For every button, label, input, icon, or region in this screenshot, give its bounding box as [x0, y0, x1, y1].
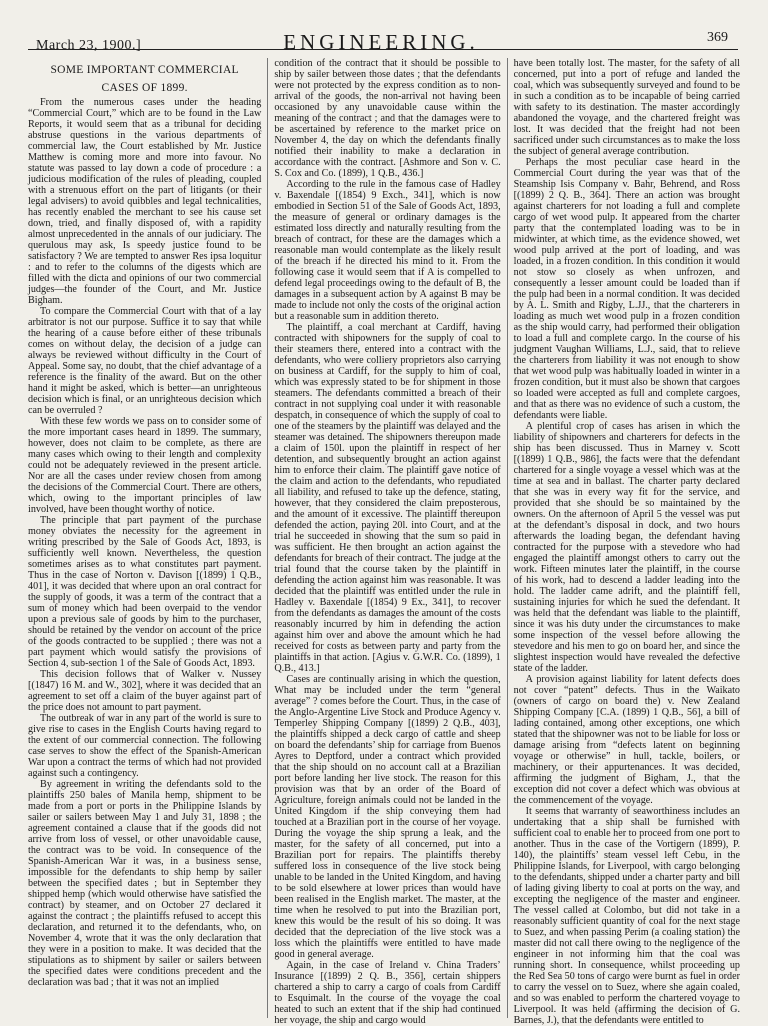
paragraph: The plaintiff, a coal merchant at Cardiff, having contracted with shipowners for the supply of coal to their steamers there, entered into a contract with the defendants, who were colliery proprietors also carrying on business at Cardiff, for the supply to him of coal, which was expressly stated to be for shipment in those steamers. The defendants committed a breach of their contract in not supplying coal under it with reasonable despatch, in consequence of which the supply of coal to one of the steamers by the plaintiff was delayed and the steamer was detained. The shipowners thereupon made a claim of 150l. upon the plaintiff in respect of her detention, and subsequently brought an action against him to enforce their claim. The plaintiff gave notice of the claim and action to the defendants, who repudiated all liability, and refused to take up the defence, stating, however, that they considered the claim preposterous, and the amount of it excessive. The plaintiff thereupon defended the action, paying 20l. into Court, and at the trial he succeeded in showing that the sum so paid in was sufficient. He then brought an action against the defendants for breach of their contract. The judge at the trial found that the course taken by the plaintiff in defending the action against him was reasonable. It was decided that the plaintiff was entitled under the rule in Hadley v. Baxendale [(1854) 9 Ex., 341], to recover from the defendants as damages the amount of the costs reasonably incurred by him in defending the action against him over and above the amount which he had received for costs as between party and party from the plaintiffs in that action. [Agius v. G.W.R. Co. (1899), 1 Q.B., 413.] — [274, 322, 501, 674]
paragraph: The outbreak of war in any part of the world is sure to give rise to cases in the English Courts having regard to the extent of our commercial connection. The following case serves to show the effect of the Spanish-American War upon a contract the terms of which had not provided against such a contingency. — [28, 713, 262, 779]
paragraph: This decision follows that of Walker v. Nussey [(1847) 16 M. and W., 302], where it was decided that an agreement to set off a claim of the buyer against part of the price does not amount to part payment. — [28, 669, 262, 713]
article-title: SOME IMPORTANT COMMERCIAL — [50, 64, 239, 76]
paragraph: By agreement in writing the defendants sold to the plaintiffs 250 bales of Manila hemp, shipment to be made from a port or ports in the Philippine Islands by sailer or sailers between May 1 and July 31, 1898 ; the agreement contained a clause that if the goods did not arrive from loss of vessel, or other unavoidable cause, the contract was to be void. In consequence of the Spanish-American War it was, in a business sense, impossible for the defendants to ship hemp by sailer between the specified dates ; but in September they shipped hemp (which would otherwise have satisfied the contract) by steamer, and on October 27 declared it against the contract ; the plaintiffs refused to accept this declaration, and returned it to the defendants, who, on November 4, wrote that it was the only declaration that they were in a position to make. It was decided that the stipulations as to shipment by sailer or sailers between the specified dates were conditions precedent and the declaration was bad ; that it was not an implied — [28, 779, 262, 988]
paragraph: To compare the Commercial Court with that of a lay arbitrator is not our purpose. Suffice it to say that while the hearing of a cause before either of these tribunals comes on without delay, the decision of a judge can always be reviewed without difficulty in the Court of Appeal. Some say, no doubt, that the chief advantage of a reference is the finality of the award. But on the other hand it might be asked, which is better—an unrighteous decision which is final, or an unrighteous decision which can be overruled ? — [28, 306, 262, 416]
paragraph: The principle that part payment of the purchase money obviates the necessity for the agreement in writing prescribed by the Sale of Goods Act, 1893, is sufficiently well known. Nevertheless, the question sometimes arises as to what constitutes part payment. Thus in the case of Norton v. Davison [(1899) 1 Q.B., 401], it was decided that where upon an oral contract for the supply of goods, it was a term of the contract that a sum of money which had been overpaid to the vendor upon a previous sale of goods by him to the purchaser, should be retained by the vendor on account of the price of the goods contracted to be supplied ; there was not a part payment which would satisfy the provisions of Section 4, sub-section 1 of the Sale of Goods Act, 1893. — [28, 515, 262, 669]
paragraph: condition of the contract that it should be possible to ship by sailer between those dates ; that the defendants were not protected by the express condition as to non-arrival of the goods, the non-arrival not having been occasioned by any unavoidable cause within the meaning of the contract ; and that the damages were to be ascertained by reference to the market price on November 4, the day on which the defendants finally notified their inability to make a declaration in accordance with the contract. [Ashmore and Son v. C. S. Cox and Co. (1899), 1 Q.B., 436.] — [274, 58, 501, 179]
paragraph: With these few words we pass on to consider some of the more important cases heard in 1899. The summary, however, does not claim to be complete, as there are many cases which owing to their length and complexity could not be adequately reviewed in the present article. Nor are all the cases under review chosen from among the decisions of the Commercial Court. There are others, which, owing to the important principles of law involved, have been thought worthy of notice. — [28, 416, 262, 515]
column-1 — [28, 58, 261, 1018]
paragraph: According to the rule in the famous case of Hadley v. Baxendale [(1854) 9 Exch., 341], which is now embodied in Section 51 of the Sale of Goods Act, 1893, the measure of general or ordinary damages is the estimated loss directly and naturally resulting from the breach of contract, for these are the damages which a reasonable man would contemplate as the likely result of the breach if he directed his mind to it. From the following case it would seem that if A is compelled to defend legal proceedings owing to the default of B, the damages in a subsequent action by A against B may be made to include not only the costs of the original action but a reasonable sum in addition thereto. — [274, 179, 501, 322]
paragraph: A plentiful crop of cases has arisen in which the liability of shipowners and charterers for defects in the ship has been discussed. Thus in Marney v. Scott [(1899) 1 Q.B., 986], the facts were that the defendant chartered for a single voyage a vessel which was at the time at sea and in ballast. The charter party declared that she was in every way fit for the service, and provided that she should be so maintained by the owners. On the afternoon of April 5 the vessel was put at the defendant’s disposal in dock, and two hours afterwards the loading began, the defendant having contracted for the purpose with a stevedore who had engaged the plaintiff amongst others to carry out the work. Fifteen minutes later the plaintiff, in the course of his work, had to descend a ladder leading into the hold. The ladder came adrift, and the plaintiff fell, sustaining injuries for which he sued the defendant. It was held that the defendant was liable to the plaintiff, since it was his duty under the circumstances to make some inspection of the vessel before allowing the stevedore and his men to go on board her, and since the slightest inspection would have revealed the defective state of the ladder. — [513, 421, 740, 674]
article-subtitle: CASES OF 1899. — [101, 82, 188, 94]
paragraph: Again, in the case of Ireland v. China Traders’ Insurance [(1899) 2 Q. B., 356], certain shippers chartered a ship to carry a cargo of coals from Cardiff to Esquimalt. In the course of the voyage the coal heated to such an extent that if the ship had continued her voyage, the ship and cargo would — [274, 960, 501, 1026]
paragraph: From the numerous cases under the heading “Commercial Court,” which are to be found in the Law Reports, it would seem that as a tribunal for deciding abstruse questions in the various departments of commercial law, the Court established by Mr. Justice Matthew is coming more and more into favour. No statute was passed to lay down a code of procedure : a judicious modification of the rules of pleading, coupled with a strenuous effort on the part of litigants (or their legal advisers) to avoid quibbles and legal technicalities, has recently enabled the merchant to see his cause set down, tried, and finally disposed of, with a rapidity almost unprecedented in the annals of our judiciary. The querulous may ask, Is speedy justice found to be satisfactory ? We are tempted to answer Res ipsa loquitur : and to refer to the columns of the digests which are filled with the dicta and opinions of our two commercial judges—the founder of the Court, and Mr. Justice Bigham. — [28, 97, 262, 306]
paragraph: It seems that warranty of seaworthiness includes an undertaking that a ship shall be furnished with sufficient coal to enable her to proceed from one port to another. Thus in the case of the Vortigern (1899), P. 140), the plaintiffs’ steam vessel left Cebu, in the Philippine Islands, for Liverpool, with cargo belonging to the defendants, shipped under a charter party and bill of lading giving liberty to coal at ports on the way, and excepting the negligence of the master and engineer. The vessel called at Colombo, but did not take in a reasonably sufficient quantity of coal for the next stage to Suez, and when passing Perim (a coaling station) the master did not call there owing to the negligence of the engineer in not informing him that the coal was running short. In consequence, whilst proceeding up the Red Sea 50 tons of cargo were burnt as fuel in order to carry the vessel on to Suez, where she again coaled, and so was enabled to perform the chartered voyage to Liverpool. It was held (affirming the decision of G. Barnes, J.), that the defendants were entitled to — [513, 806, 740, 1026]
column-3 — [507, 58, 740, 1026]
issue-date: March 23, 1900.] — [36, 38, 142, 53]
journal-title: ENGINEERING. — [283, 30, 479, 54]
page-number: 369 — [707, 30, 728, 45]
header-rule — [28, 49, 738, 50]
article-columns — [28, 58, 740, 1026]
column-2 — [267, 58, 501, 1026]
paragraph: Perhaps the most peculiar case heard in the Commercial Court during the year was that of the Steamship Isis Company v. Bahr, Behrend, and Ross [(1899) 2 Q. B., 364]. There an action was brought against charterers for not loading a full and complete cargo of wet wood pulp. It appeared from the charter party that the contemplated loading was to be in midwinter, at which time, as the evidence showed, wet wood pulp arrived at the port of loading, and was loaded, in a frozen condition. In this condition it would not stow so closely as when unfrozen, and consequently a lesser amount could be loaded than if the pulp had been in a normal condition. It was decided by A. L. Smith and Rigby, L.JJ., that the charterers in loading as much wet wood pulp in a frozen condition as the ship would carry, had performed their obligation to load a full and complete cargo. In the course of his judgment Vaughan Williams, L.J., said, that to relieve the charterers from liability it was not enough to show that wet wood pulp was habitually loaded in winter in a frozen condition, but it must also be shown that cargoes so loaded were accepted as full and complete cargoes, and that as there was no evidence of such a custom, the defendants were liable. — [513, 157, 740, 421]
paragraph: Cases are continually arising in which the question, What may be included under the term “general average” ? comes before the Court. Thus, in the case of the Anglo-Argentine Live Stock and Produce Agency v. Temperley Shipping Company [(1899) 2 Q.B., 403], the plaintiffs shipped a deck cargo of cattle and sheep on board the defendants’ ship for carriage from Buenos Ayres to Deptford, under a contract which provided that the ship should on no account call at a Brazilian port before landing her live stock. The reason for this provision was that by an order of the Board of Agriculture, foreign animals could not be landed in the United Kingdom if the ship conveying them had touched at a Brazilian port in the course of her voyage. During the voyage the ship sprung a leak, and the master, for the safety of all concerned, put into a Brazilian port for repairs. The plaintiffs thereby suffered loss in consequence of the live stock being unable to be landed in the United Kingdom, and having to be sold elsewhere at lower prices than would have been realised in the English market. The master, at the time when he resolved to put into the Brazilian port, knew this would be the result of his so doing. It was decided that the depreciation of the live stock was a loss which the plaintiffs were entitled to have made good in general average. — [274, 674, 501, 960]
paragraph: have been totally lost. The master, for the safety of all concerned, put into a port of refuge and landed the coal, which was subsequently surveyed and found to be in such a condition as to be incapable of being carried with safety to its destination. The master accordingly abandoned the voyage, and the chartered freight was lost. It was decided that the freight had not been sacrificed under such circumstances as to make the loss the subject of general average contribution. — [513, 58, 740, 157]
paragraph: A provision against liability for latent defects does not cover “patent” defects. Thus in the Waikato (owners of cargo on board the) v. New Zealand Shipping Company [C.A. (1899) 1 Q.B., 56], a bill of lading contained, among other exceptions, one which stated that the shipowner was not to be liable for loss or damage arising from “defects latent on beginning voyage or otherwise” in hull, tackle, boilers, or machinery, or their appurtenances. It was decided, affirming the judgment of Bigham, J., that the exception did not cover a defect which was obvious at the commencement of the voyage. — [513, 674, 740, 806]
